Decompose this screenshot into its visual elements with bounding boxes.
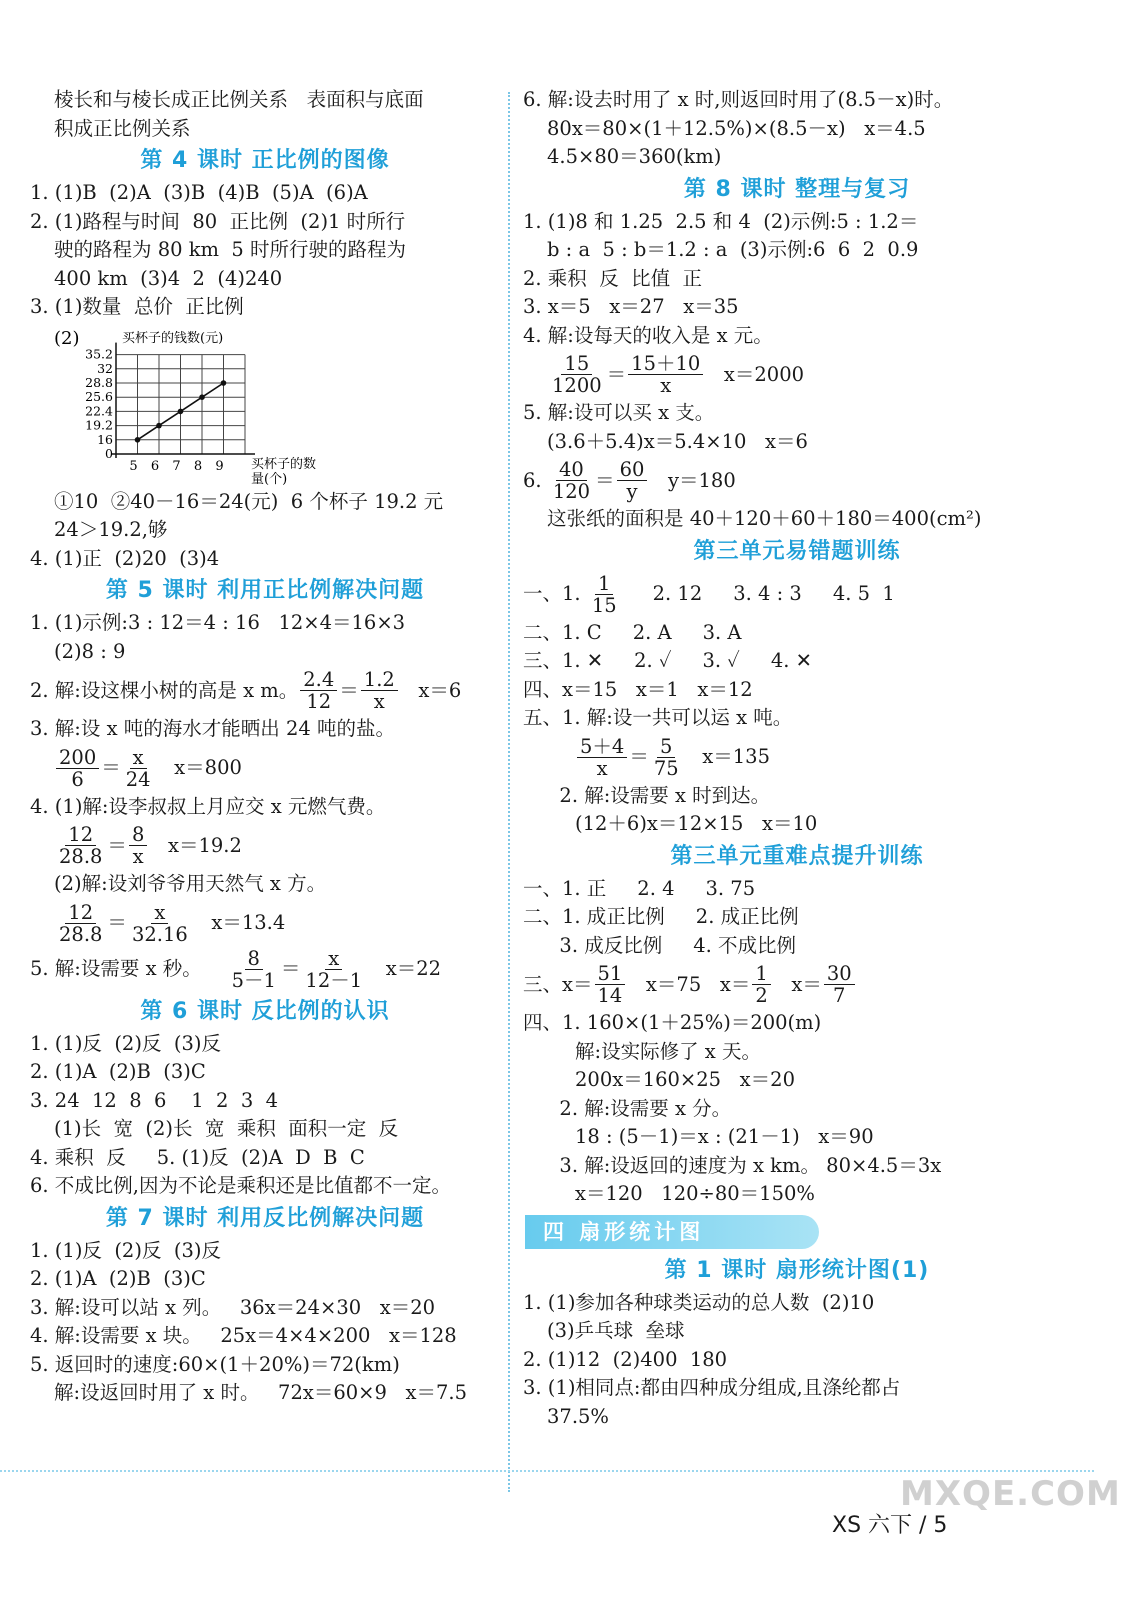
numerator: x xyxy=(151,902,168,924)
left-column xyxy=(30,86,500,1408)
numerator: 8 xyxy=(245,948,263,970)
answer-line: ①10 ②40－16＝24(元) 6 个杯子 19.2 元 xyxy=(54,489,444,513)
equation-line xyxy=(30,669,500,712)
fraction xyxy=(56,747,99,790)
denominator: 7 xyxy=(833,984,846,1007)
fraction xyxy=(56,824,105,867)
denominator: 12－1 xyxy=(305,968,363,992)
y-tick-label: 19.2 xyxy=(85,417,113,433)
fraction xyxy=(129,902,191,945)
answer-line: 3. 解:设 x 吨的海水才能晒出 24 吨的盐。 xyxy=(30,717,395,740)
fraction xyxy=(752,963,770,1006)
answer-line: 1. (1)参加各种球类运动的总人数 (2)10 xyxy=(523,1290,875,1314)
answer-line: 2. 乘积 反 比值 正 xyxy=(523,266,702,290)
section-heading: 第 1 课时 扇形统计图(1) xyxy=(664,1257,930,1283)
answer-line: 棱长和与棱长成正比例关系 表面积与底面 xyxy=(54,88,424,111)
answer-line: (1)长 宽 (2)长 宽 乘积 面积一定 反 xyxy=(54,1117,399,1140)
page-number: XS 六下 / 5 xyxy=(832,1513,948,1538)
y-tick-label: 32 xyxy=(97,360,113,376)
fraction xyxy=(589,573,620,616)
data-point xyxy=(199,394,205,400)
equation-line xyxy=(523,736,1071,779)
equation-text: 6. xyxy=(523,468,548,492)
numerator: 40 xyxy=(556,459,587,481)
answer-line: 五、1. 解:设一共可以运 x 吨。 xyxy=(523,706,793,729)
numerator: 15 xyxy=(561,353,592,375)
fraction xyxy=(129,824,147,867)
denominator: 120 xyxy=(552,480,591,503)
answer-line: 这张纸的面积是 40＋120＋60＋180＝400(cm²) xyxy=(547,507,982,530)
x-tick-label: 9 xyxy=(215,458,224,474)
fraction xyxy=(651,736,682,779)
fraction xyxy=(300,669,337,712)
equation-text: x＝19.2 xyxy=(149,833,242,857)
section-heading: 第 6 课时 反比例的认识 xyxy=(140,998,390,1024)
numerator: 30 xyxy=(824,963,855,985)
answer-line: (3.6＋5.4)x＝5.4×10 x＝6 xyxy=(547,429,808,453)
answer-line: (2)解:设刘爷爷用天然气 x 方。 xyxy=(54,872,327,895)
denominator: y xyxy=(626,480,638,503)
answer-line: 1. (1)示例:3 : 12＝4 : 16 12×4＝16×3 xyxy=(30,611,406,634)
answer-line: 解:设返回时用了 x 时。 72x＝60×9 x＝7.5 xyxy=(54,1381,468,1404)
denominator: x xyxy=(373,690,385,713)
denominator: x xyxy=(660,374,672,397)
answer-line: 4.5×80＝360(km) xyxy=(547,145,722,168)
section-heading: 第三单元重难点提升训练 xyxy=(670,843,924,869)
denominator: 32.16 xyxy=(131,922,188,946)
answer-line: 2. 解:设需要 x 分。 xyxy=(547,1096,732,1120)
equation-text: x＝ xyxy=(772,972,822,996)
answer-line: 4. 解:设需要 x 块。 25x＝4×4×200 x＝128 xyxy=(30,1324,457,1347)
chart-part-label: (2) xyxy=(54,327,80,349)
answer-line: 3. (1)数量 总价 正比例 xyxy=(30,295,244,318)
fraction xyxy=(617,459,648,502)
x-tick-label: 5 xyxy=(129,458,138,474)
numerator: 2.4 xyxy=(300,669,337,691)
denominator: 1200 xyxy=(552,374,602,397)
y-tick-label: 22.4 xyxy=(85,402,113,418)
denominator: 75 xyxy=(653,756,679,780)
answer-line: 1. (1)反 (2)反 (3)反 xyxy=(30,1031,221,1055)
denominator: 5－1 xyxy=(231,968,276,992)
answer-line: 解:设实际修了 x 天。 xyxy=(575,1039,761,1063)
column-divider xyxy=(508,92,510,1492)
denominator: 28.8 xyxy=(59,845,103,868)
numerator: 200 xyxy=(56,747,99,769)
section-heading: 第 7 课时 利用反比例解决问题 xyxy=(105,1205,425,1231)
numerator: 51 xyxy=(595,963,626,985)
y-tick-label: 28.8 xyxy=(85,374,113,390)
answer-line: 5. 返回时的速度:60×(1＋20%)＝72(km) xyxy=(30,1352,400,1376)
fraction xyxy=(595,963,626,1006)
equation-text: 一、1. xyxy=(523,582,587,605)
numerator: 1.2 xyxy=(361,669,398,691)
unit-title: 四 扇形统计图 xyxy=(525,1215,819,1249)
equation-text: 2. 解:设这棵小树的高是 x m。 xyxy=(30,678,299,702)
watermark: MXQE.COM xyxy=(900,1474,1121,1514)
fraction xyxy=(229,948,279,991)
data-point xyxy=(178,408,184,414)
numerator: 1 xyxy=(752,963,770,985)
answer-line: b : a 5 : b＝1.2 : a (3)示例:6 6 2 0.9 xyxy=(547,238,919,261)
answer-line: (3)乒乓球 垒球 xyxy=(547,1319,685,1342)
denominator: 28.8 xyxy=(59,922,103,946)
answer-line: x＝120 120÷80＝150% xyxy=(575,1182,815,1205)
answer-line: 5. 解:设可以买 x 支。 xyxy=(523,401,715,424)
equation-text: x＝13.4 xyxy=(192,911,286,934)
y-tick-label: 16 xyxy=(97,431,113,447)
numerator: 60 xyxy=(617,459,648,481)
equation-line xyxy=(30,902,500,945)
denominator: 24 xyxy=(125,767,151,791)
numerator: x xyxy=(130,747,147,769)
answer-line: 一、1. 正 2. 4 3. 75 xyxy=(523,876,756,900)
answer-line: 3. 成反比例 4. 不成比例 xyxy=(547,933,797,957)
equation-text: ＝ xyxy=(629,745,649,768)
answer-line: 6. 解:设去时用了 x 时,则返回时用了(8.5－x)时。 xyxy=(523,88,954,111)
answer-line: 80x＝80×(1＋12.5%)×(8.5－x) x＝4.5 xyxy=(547,116,926,140)
denominator: 14 xyxy=(597,984,623,1007)
equation-text: ＝ xyxy=(101,756,121,779)
footer-rule xyxy=(0,1470,1094,1472)
equation-line xyxy=(523,573,1071,616)
equation-text: x＝135 xyxy=(683,745,770,768)
equation-line xyxy=(30,948,500,991)
data-point xyxy=(135,437,141,443)
section-heading: 第 5 课时 利用正比例解决问题 xyxy=(105,578,425,603)
fraction xyxy=(550,459,593,502)
numerator: 5 xyxy=(657,736,675,758)
equation-line xyxy=(30,824,500,867)
equation-text: x＝6 xyxy=(399,678,462,702)
section-heading: 第三单元易错题训练 xyxy=(693,538,901,564)
price-chart xyxy=(30,322,330,488)
equation-text: x＝2000 xyxy=(705,362,805,386)
answer-line: 3. 解:设可以站 x 列。 36x＝24×30 x＝20 xyxy=(30,1295,436,1319)
equation-text: 5. 解:设需要 x 秒。 xyxy=(30,957,227,980)
chart-container xyxy=(30,322,500,488)
answer-line: 1. (1)反 (2)反 (3)反 xyxy=(30,1238,221,1262)
fraction xyxy=(824,963,855,1006)
equation-text: ＝ xyxy=(107,911,127,934)
answer-line: 二、1. C 2. A 3. A xyxy=(523,620,742,644)
answer-line: 二、1. 成正比例 2. 成正比例 xyxy=(523,905,799,928)
answer-line: 三、1. ✕ 2. ✓ 3. ✓ 4. ✕ xyxy=(523,649,813,672)
unit-banner xyxy=(523,1213,1071,1251)
answer-line: 3. x＝5 x＝27 x＝35 xyxy=(523,295,739,318)
answer-line: 2. (1)路程与时间 80 正比例 (2)1 时所行 xyxy=(30,209,406,233)
fraction xyxy=(302,948,365,991)
x-tick-label: 7 xyxy=(172,458,181,474)
equation-text: 三、x＝ xyxy=(523,972,593,996)
fraction xyxy=(56,902,105,945)
equation-line xyxy=(523,353,1071,396)
equation-line xyxy=(523,459,1071,502)
denominator: 2 xyxy=(755,984,768,1007)
data-point xyxy=(156,422,162,428)
answer-line: 3. 解:设返回的速度为 x km。 80×4.5＝3x xyxy=(547,1153,942,1177)
equation-text: ＝ xyxy=(606,362,627,386)
answer-line: 2. (1)12 (2)400 180 xyxy=(523,1347,728,1371)
denominator: 12 xyxy=(306,690,332,713)
fraction xyxy=(361,669,398,712)
chart-title: 买杯子的钱数(元) xyxy=(122,330,224,346)
equation-text: x＝22 xyxy=(367,957,442,980)
denominator: 15 xyxy=(591,593,617,617)
numerator: 5＋4 xyxy=(577,736,627,758)
equation-text: ＝ xyxy=(107,833,127,857)
answer-line: 18 : (5－1)＝x : (21－1) x＝90 xyxy=(575,1125,874,1148)
answer-line: 200x＝160×25 x＝20 xyxy=(575,1068,795,1091)
answer-line: 37.5% xyxy=(547,1404,609,1428)
answer-line: 4. 乘积 反 5. (1)反 (2)A D B C xyxy=(30,1145,365,1169)
equation-text: x＝800 xyxy=(155,756,242,779)
numerator: 12 xyxy=(65,902,96,924)
numerator: 12 xyxy=(65,824,96,846)
answer-line: 24＞19.2,够 xyxy=(54,518,168,541)
equation-text: ＝ xyxy=(339,678,359,702)
denominator: x xyxy=(596,756,608,780)
y-tick-label: 0 xyxy=(105,445,113,461)
equation-text: y＝180 xyxy=(649,468,736,492)
answer-line: 3. 24 12 8 6 1 2 3 4 xyxy=(30,1088,279,1112)
equation-text: ＝ xyxy=(280,957,301,980)
answer-line: 驶的路程为 80 km 5 时所行驶的路程为 xyxy=(54,238,407,261)
fraction xyxy=(549,353,605,396)
denominator: x xyxy=(132,845,144,868)
equation-text: 2. 12 3. 4 : 3 4. 5 1 xyxy=(621,582,895,605)
numerator: 1 xyxy=(595,573,613,595)
numerator: 8 xyxy=(129,824,147,846)
answer-line: 3. (1)相同点:都由四种成分组成,且涤纶都占 xyxy=(523,1376,901,1399)
equation-line xyxy=(523,963,1071,1006)
numerator: x xyxy=(325,948,342,970)
fraction xyxy=(577,736,627,779)
answer-line: 积成正比例关系 xyxy=(54,116,191,140)
data-point xyxy=(221,380,227,386)
answer-line: 四、x＝15 x＝1 x＝12 xyxy=(523,677,753,701)
equation-text: ＝ xyxy=(595,468,615,492)
answer-line: (2)8 : 9 xyxy=(54,639,126,663)
answer-line: 2. (1)A (2)B (3)C xyxy=(30,1267,206,1290)
answer-line: 2. (1)A (2)B (3)C xyxy=(30,1060,206,1083)
answer-line: 四、1. 160×(1＋25%)＝200(m) xyxy=(523,1011,822,1034)
fraction xyxy=(123,747,154,790)
fraction xyxy=(628,353,703,396)
y-tick-label: 25.6 xyxy=(85,388,113,404)
x-axis-label-2: 量(个) xyxy=(251,471,288,487)
answer-line: 4. (1)解:设李叔叔上月应交 x 元燃气费。 xyxy=(30,794,386,818)
equation-line xyxy=(30,747,500,790)
x-tick-label: 6 xyxy=(150,458,160,474)
answer-line: 6. 不成比例,因为不论是乘积还是比值都不一定。 xyxy=(30,1174,452,1197)
section-heading: 第 4 课时 正比例的图像 xyxy=(140,148,390,173)
x-tick-label: 8 xyxy=(193,458,203,474)
numerator: 15＋10 xyxy=(628,353,703,375)
answer-line: 4. (1)正 (2)20 (3)4 xyxy=(30,546,220,570)
right-column xyxy=(523,86,1071,1431)
answer-line: 1. (1)8 和 1.25 2.5 和 4 (2)示例:5 : 1.2＝ xyxy=(523,209,919,233)
answer-line: 400 km (3)4 2 (4)240 xyxy=(54,266,283,290)
y-tick-label: 35.2 xyxy=(85,346,113,362)
section-heading: 第 8 课时 整理与复习 xyxy=(683,176,911,202)
answer-line: 4. 解:设每天的收入是 x 元。 xyxy=(523,323,773,347)
equation-text: x＝75 x＝ xyxy=(627,972,751,996)
denominator: 6 xyxy=(71,767,84,791)
answer-line: 1. (1)B (2)A (3)B (4)B (5)A (6)A xyxy=(30,181,368,204)
answer-line: (12＋6)x＝12×15 x＝10 xyxy=(575,812,818,835)
x-axis-label: 买杯子的数 xyxy=(251,456,317,472)
answer-line: 2. 解:设需要 x 时到达。 xyxy=(547,783,771,807)
